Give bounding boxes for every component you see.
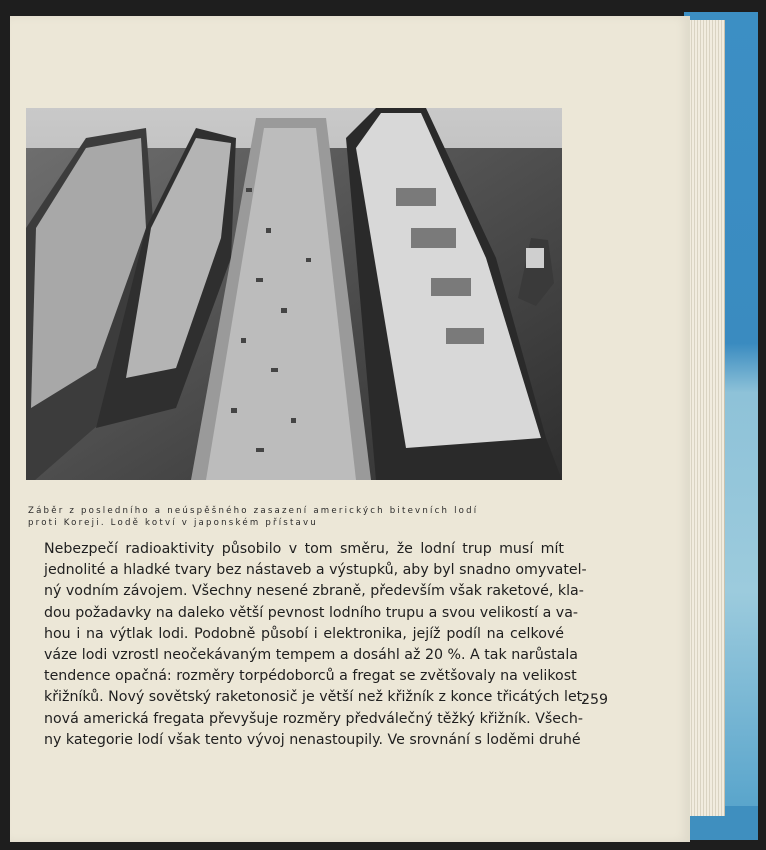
caption-line: proti Koreji. Lodě kotví v japonském přístavu (28, 518, 318, 528)
photo-caption (28, 505, 568, 529)
body-line: tendence opačná: rozměry torpédoborců a fregat se zvětšovaly na velikost (44, 668, 577, 685)
body-line: váze lodi vzrostl neočekávaným tempem a dosáhl až 20 %. A tak narůstala (44, 647, 579, 664)
body-line: nová americká fregata převyšuje rozměry předválečný těžký křižník. Všech- (44, 710, 583, 727)
body-line: hou i na výtlak lodi. Podobně působí i elektronika, jejíž podíl na celkové (44, 625, 564, 642)
body-paragraph (44, 539, 587, 751)
body-line: ný vodním závojem. Všechny nesené zbraně, především však raketové, kla- (44, 583, 584, 600)
harbor-photo (26, 108, 562, 480)
body-line: dou požadavky na daleko větší pevnost lodního trupu a svou velikostí a va- (44, 604, 579, 621)
body-line: křižníků. Nový sovětský raketonosič je větší než křižník z konce třicátých let, (44, 689, 587, 706)
page-edges (686, 20, 725, 816)
body-line: ny kategorie lodí však tento vývoj nenastoupily. Ve srovnání s loděmi druhé (44, 731, 581, 748)
body-line: jednolité a hladké tvary bez nástaveb a výstupků, aby byl snadno omyvatel- (44, 562, 587, 579)
body-line: Nebezpečí radioaktivity působilo v tom směru, že lodní trup musí mít (44, 541, 564, 557)
warships-illustration (26, 108, 562, 480)
page-number: 259 (581, 692, 609, 708)
caption-line: Záběr z posledního a neúspěšného zasazení amerických bitevních lodí (28, 506, 479, 516)
